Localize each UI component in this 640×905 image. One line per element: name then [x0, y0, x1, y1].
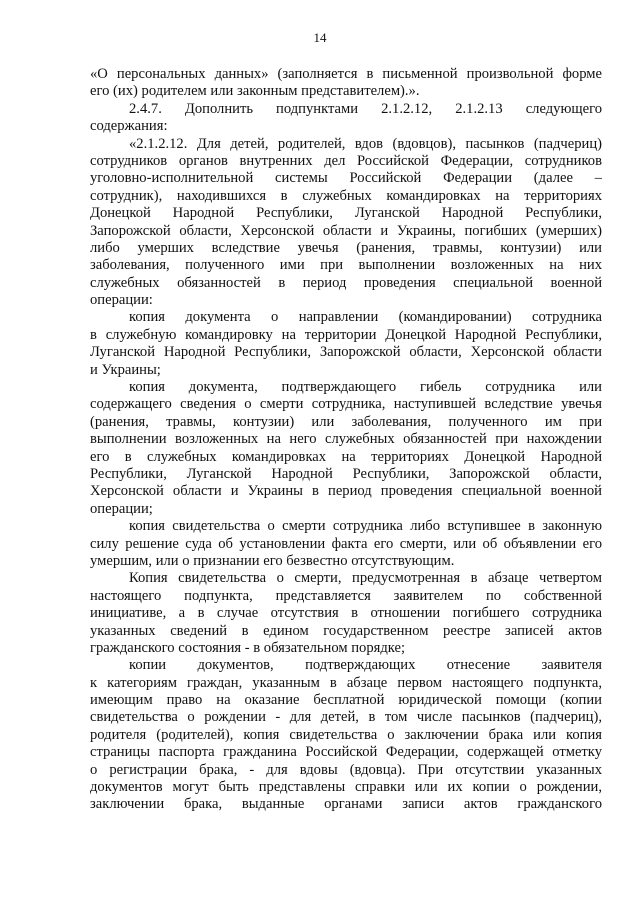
text-line: заключении брака, выданные органами записи актов гражданского: [90, 796, 602, 813]
text-line: свидетельства о рождении - для детей, в том числе пасынков (падчериц),: [90, 709, 602, 726]
text-line: содержания:: [90, 118, 168, 135]
text-line: имеющим право на оказание бесплатной юридической помощи (копии: [90, 692, 602, 709]
text-line: «2.1.2.12. Для детей, родителей, вдов (вдовцов), пасынков (падчериц): [129, 135, 602, 152]
text-line: 2.4.7. Дополнить подпунктами 2.1.2.12, 2.1.2.13 следующего: [129, 100, 602, 117]
text-line: в служебную командировку на территории Донецкой Народной Республики,: [90, 326, 602, 343]
document-body: [90, 66, 602, 814]
text-line: Луганской Народной Республики, Запорожской области, Херсонской области: [90, 344, 602, 361]
text-line: к категориям граждан, указанным в абзаце первом настоящего подпункта,: [90, 674, 602, 691]
text-line: сотрудник), находившихся в служебных командировках на территориях: [90, 187, 602, 204]
text-line: Запорожской области, Херсонской области и Украины, погибших (умерших): [90, 222, 602, 239]
text-line: о регистрации брака, - для вдовы (вдовца). При отсутствии указанных: [90, 761, 602, 778]
text-line: силу решение суда об установлении факта его смерти, или об объявлении его: [90, 535, 602, 552]
text-line: операции:: [90, 292, 153, 309]
text-line: копия документа о направлении (командировании) сотрудника: [129, 309, 602, 326]
text-line: инициативе, а в случае отсутствия в отношении погибшего сотрудника: [90, 605, 602, 622]
text-line: умершим, или о признании его безвестно отсутствующим.: [90, 552, 455, 569]
page-number: 14: [313, 30, 327, 45]
text-line: и Украины;: [90, 361, 161, 378]
text-line: родителя (родителей), копия свидетельства о заключении брака или копия: [90, 726, 602, 743]
text-line: уголовно-исполнительной системы Российской Федерации (далее –: [90, 170, 602, 187]
text-line: служебных обязанностей в период проведения специальной военной: [90, 274, 602, 291]
text-line: Копия свидетельства о смерти, предусмотренная в абзаце четвертом: [129, 570, 602, 587]
text-line: содержащего сведения о смерти сотрудника, наступившей вследствие увечья: [90, 396, 602, 413]
text-line: копия документа, подтверждающего гибель сотрудника или: [129, 379, 602, 396]
text-line: выполнении возложенных на него служебных обязанностей при нахождении: [90, 431, 602, 448]
text-line: «О персональных данных» (заполняется в письменной произвольной форме: [90, 66, 602, 82]
text-line: (ранения, травмы, контузии) или заболевания, полученного им при: [90, 413, 602, 430]
text-line: копии документов, подтверждающих отнесение заявителя: [129, 657, 602, 674]
text-line: указанных сведений в едином государственном реестре записей актов: [90, 622, 602, 639]
text-line: Республики, Луганской Народной Республики, Запорожской области,: [90, 465, 602, 482]
text-line: Донецкой Народной Республики, Луганской Народной Республики,: [90, 205, 602, 222]
text-line: его в служебных командировках на территориях Донецкой Народной: [90, 448, 602, 465]
text-line: заболевания, полученного ими при выполнении возложенных на них: [90, 257, 602, 274]
text-line: либо умерших вследствие увечья (ранения, травмы, контузии) или: [90, 239, 602, 256]
text-line: копия свидетельства о смерти сотрудника либо вступившее в законную: [129, 518, 602, 535]
text-line: операции;: [90, 500, 153, 517]
text-line: Херсонской области и Украины в период проведения специальной военной: [90, 483, 602, 500]
text-line: настоящего подпункта, представляется заявителем по собственной: [90, 587, 602, 604]
text-line: страницы паспорта гражданина Российской Федерации, содержащей отметку: [90, 744, 602, 761]
text-line: сотрудников органов внутренних дел Российской Федерации, сотрудников: [90, 152, 602, 169]
text-line: его (их) родителем или законным представителем).».: [90, 83, 420, 100]
text-line: гражданского состояния - в обязательном порядке;: [90, 639, 406, 656]
text-line: документов могут быть представлены справки или их копии о рождении,: [90, 779, 602, 796]
